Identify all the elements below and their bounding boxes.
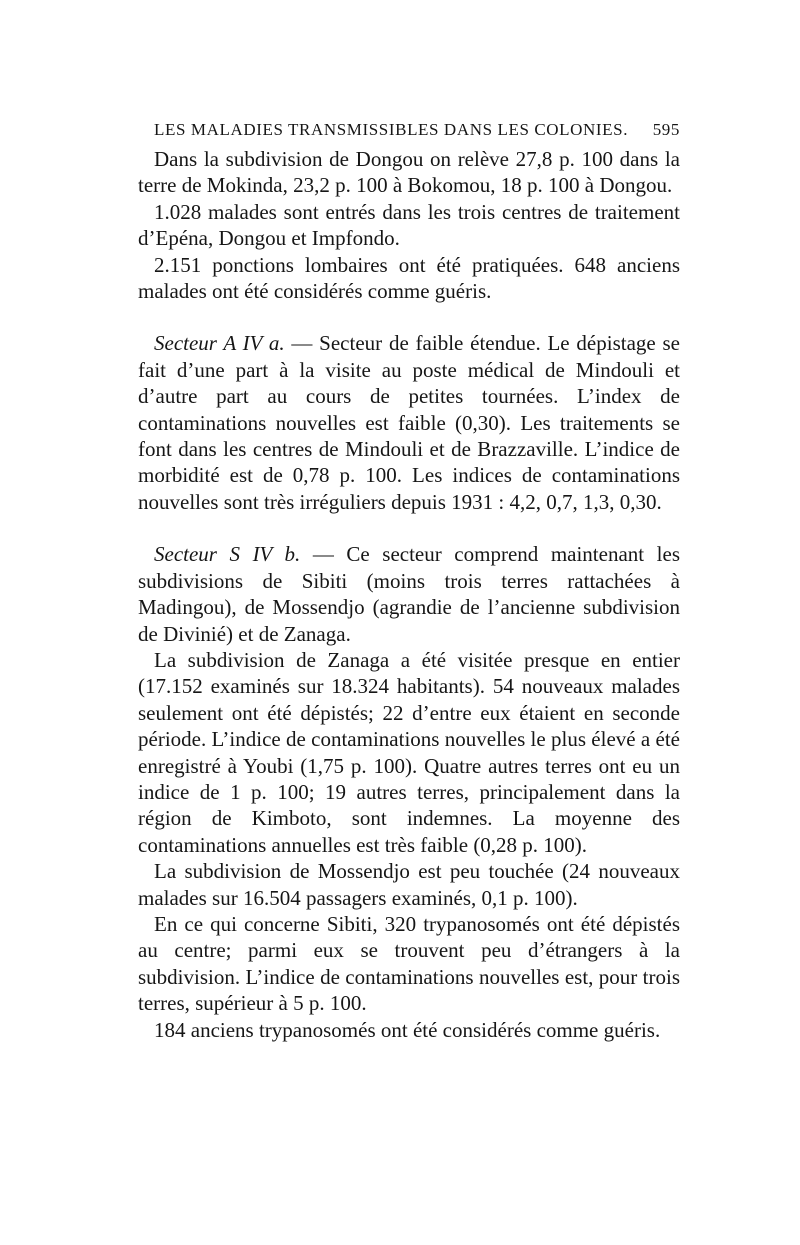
- page-number: 595: [652, 120, 680, 139]
- page-body: [138, 146, 680, 1043]
- paragraph-text: Dans la subdivision de Dongou on relève 27,8 p. 100 dans la terre de Mokinda, 23,2 p. 100 à Bokomou, 18 p. 100 à Dongou.: [138, 147, 680, 198]
- paragraph-text: 2.151 ponctions lombaires ont été pratiquées. 648 anciens malades ont été considérés comme guéris.: [138, 252, 680, 304]
- paragraph-sibiti: [138, 911, 680, 1017]
- running-title: LES MALADIES TRANSMISSIBLES DANS LES COLONIES.: [154, 120, 629, 139]
- paragraph-text: 1.028 malades sont entrés dans les trois centres de traitement d’Epéna, Dongou et Impfondo.: [138, 199, 680, 251]
- section-label: Secteur S IV b.: [154, 542, 301, 567]
- book-page: [138, 116, 680, 1043]
- paragraph-dongou-rates: [138, 146, 680, 199]
- paragraph-text: 184 anciens trypanosomés ont été considérés comme guéris.: [154, 1017, 661, 1042]
- paragraph-text: — Secteur de faible étendue. Le dépistage se fait d’une part à la visite au poste médical de Mindouli et d’autre part au cours de petites tournées. L’index de contaminations nouvelles est faible (0,30). Les traitements se font dans les centres de Mindouli et de Brazzaville. L’indice de morbidité est de 0,78 p. 100. Les indices de contaminations nouvelles sont très irréguliers depuis 1931 : 4,2, 0,7, 1,3, 0,30.: [138, 331, 681, 514]
- paragraph-text: La subdivision de Zanaga a été visitée presque en entier (17.152 examinés sur 18.324 habitants). 54 nouveaux malades seulement ont été dépistés; 22 d’entre eux étaient en seconde période. L’indice de contaminations nouvelles le plus élevé a été enregistré à Youbi (1,75 p. 100). Quatre autres terres ont eu un indice de 1 p. 100; 19 autres terres, principalement dans la région de Kimboto, sont indemnes. La moyenne des contaminations annuelles est très faible (0,28 p. 100).: [138, 647, 680, 857]
- paragraph-text: En ce qui concerne Sibiti, 320 trypanosomés ont été dépistés au centre; parmi eux se trouvent peu d’étrangers à la subdivision. L’indice de contaminations nouvelles est, pour trois terres, supérieur à 5 p. 100.: [138, 911, 680, 1016]
- paragraph-mossendjo: [138, 858, 680, 911]
- page-header: [138, 116, 680, 146]
- paragraph-secteur-a-iv-a: [138, 330, 680, 515]
- paragraph-zanaga: [138, 647, 680, 858]
- paragraph-text: — Ce secteur comprend maintenant les subdivisions de Sibiti (moins trois terres rattachées à Madingou), de Mossendjo (agrandie de l’ancienne subdivision de Divinié) et de Zanaga.: [138, 542, 680, 646]
- paragraph-secteur-s-iv-b: [138, 541, 680, 647]
- paragraph-text: La subdivision de Mossendjo est peu touchée (24 nouveaux malades sur 16.504 passagers examinés, 0,1 p. 100).: [138, 859, 680, 910]
- paragraph-cured: [138, 1017, 680, 1043]
- paragraph-lumbar-punctures: [138, 252, 680, 305]
- section-label: Secteur A IV a.: [154, 331, 285, 356]
- paragraph-treatment-centres: [138, 199, 680, 252]
